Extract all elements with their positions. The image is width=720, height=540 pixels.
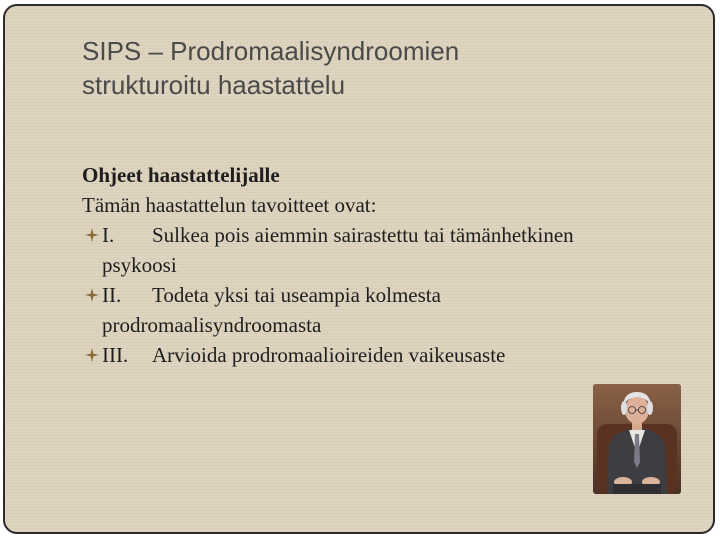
four-pointed-star-bullet-icon [84,287,100,303]
bullet-text-continued: prodromaalisyndroomasta [102,313,322,337]
bullet-numeral: I. [102,223,115,247]
slide-title [82,34,682,102]
bullet-text: Arvioida prodromaalioireiden vaikeusaste [152,343,506,367]
bullet-item-2 [82,280,702,340]
bullet-numeral: III. [102,343,129,367]
bullet-item-1 [82,220,702,280]
bullet-text: Sulkea pois aiemmin sairastettu tai tämänhetkinen [152,223,574,247]
four-pointed-star-bullet-icon [84,227,100,243]
bullet-text: Todeta yksi tai useampia kolmesta [152,283,441,307]
four-pointed-star-bullet-icon [84,347,100,363]
slide-title-line-1: SIPS – Prodromaalisyndroomien [82,36,460,66]
author-portrait-photo [593,384,681,494]
bullet-item-3 [82,340,702,370]
bullet-text-continued: psykoosi [102,253,177,277]
slide-body [82,160,702,370]
intro-text: Tämän haastattelun tavoitteet ovat: [82,193,377,217]
bullet-numeral: II. [102,283,122,307]
slide-title-line-2: strukturoitu haastattelu [82,70,346,100]
portrait-illustration [593,384,681,494]
slide [3,4,715,534]
section-heading: Ohjeet haastattelijalle [82,163,280,187]
